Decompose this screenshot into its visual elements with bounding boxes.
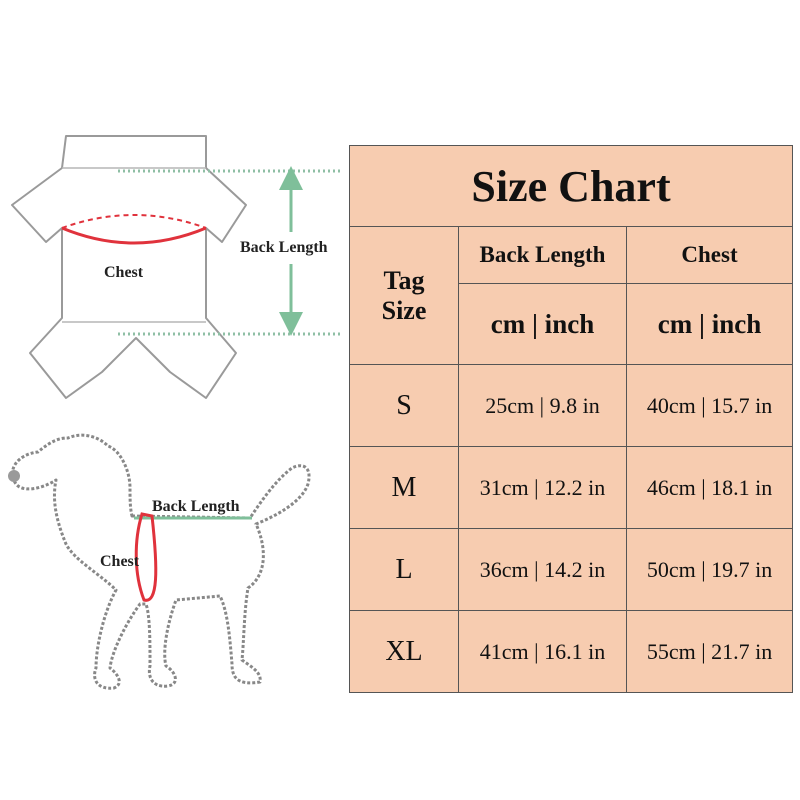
size-cell: S xyxy=(350,365,459,447)
tag-size-header xyxy=(350,227,459,365)
tag-label: Tag xyxy=(383,265,425,295)
size-cell: L xyxy=(350,529,459,611)
chest-cell: 50cm | 19.7 in xyxy=(627,529,793,611)
back-length-header: Back Length xyxy=(459,227,627,284)
size-cell: M xyxy=(350,447,459,529)
size-chart-table xyxy=(349,145,793,693)
illustrations xyxy=(0,0,345,800)
size-cell: XL xyxy=(350,611,459,693)
table-row xyxy=(350,447,793,529)
chest-cell: 40cm | 15.7 in xyxy=(627,365,793,447)
table-row xyxy=(350,365,793,447)
chest-cell: 55cm | 21.7 in xyxy=(627,611,793,693)
dog-outline xyxy=(12,435,309,688)
dog-diagram xyxy=(8,435,309,688)
size-label: Size xyxy=(381,295,427,325)
back-length-unit: cm | inch xyxy=(459,284,627,365)
garment-back-length-label: Back Length xyxy=(240,239,328,256)
back-length-cell: 41cm | 16.1 in xyxy=(459,611,627,693)
back-length-cell: 25cm | 9.8 in xyxy=(459,365,627,447)
table-title: Size Chart xyxy=(350,146,793,227)
back-length-cell: 36cm | 14.2 in xyxy=(459,529,627,611)
table-row xyxy=(350,529,793,611)
garment-diagram xyxy=(12,136,340,398)
back-length-cell: 31cm | 12.2 in xyxy=(459,447,627,529)
dog-nose xyxy=(8,470,20,482)
chest-unit: cm | inch xyxy=(627,284,793,365)
dog-back-length-label: Back Length xyxy=(152,498,240,515)
table-row xyxy=(350,611,793,693)
dog-chest-label: Chest xyxy=(100,553,140,570)
chest-cell: 46cm | 18.1 in xyxy=(627,447,793,529)
garment-chest-label: Chest xyxy=(104,264,144,281)
chest-header: Chest xyxy=(627,227,793,284)
